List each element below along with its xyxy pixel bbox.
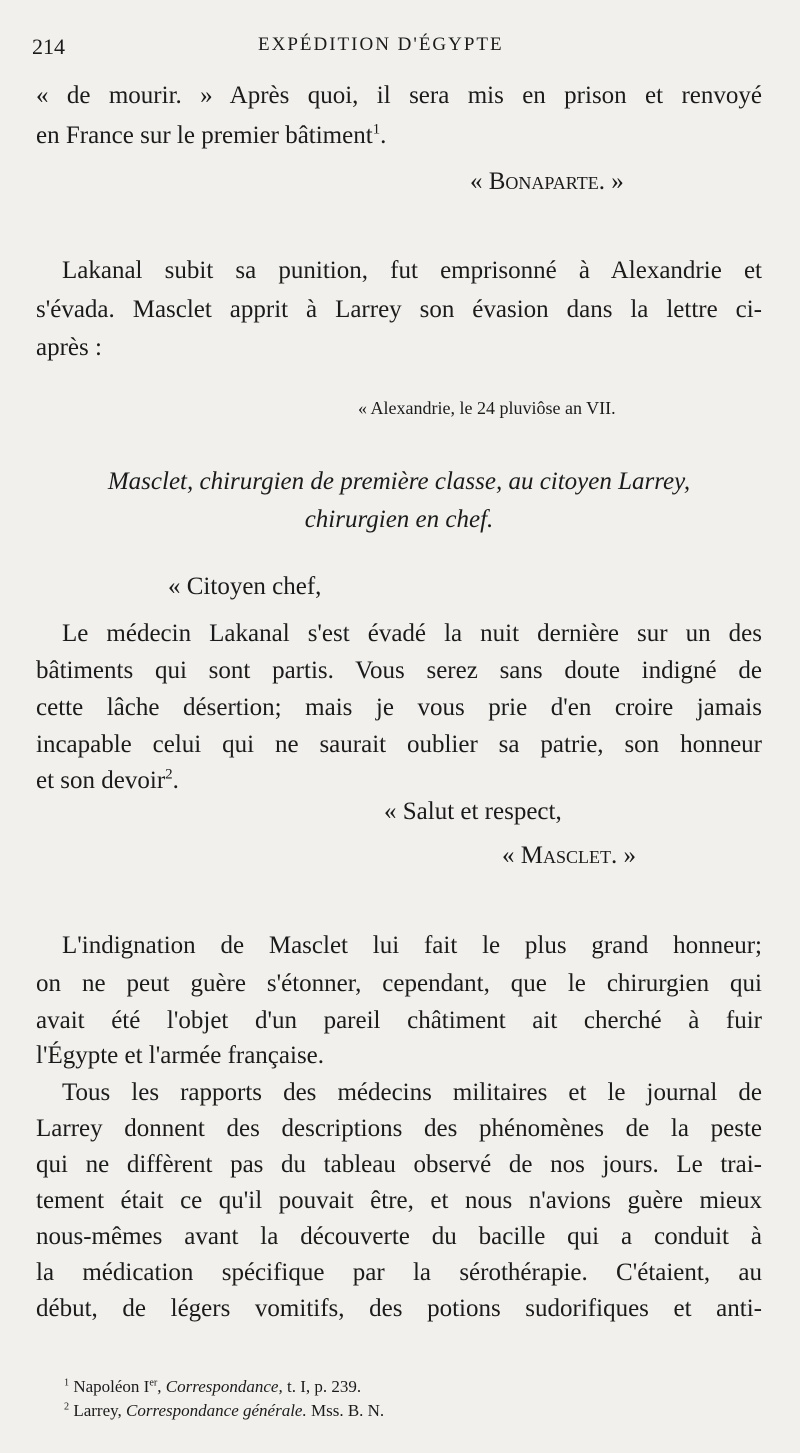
text-line: l'Égypte et l'armée française. (36, 1042, 325, 1069)
text-line: après : (36, 334, 102, 361)
text-line: avait été l'objet d'un pareil châtiment ait cherché à fuir (36, 1007, 762, 1034)
signature-masclet: « Masclet. » (502, 842, 636, 869)
text-line: cette lâche désertion; mais je vous prie d'en croire jamais (36, 694, 762, 721)
text-line: tement était ce qu'il pouvait être, et nous n'avions guère mieux (36, 1187, 762, 1214)
page-number: 214 (32, 34, 65, 59)
text-line: Larrey donnent des descriptions des phénomènes de la peste (36, 1115, 762, 1142)
text-line: bâtiments qui sont partis. Vous serez sans doute indigné de (36, 657, 762, 684)
letter-address: chirurgien en chef. (304, 506, 494, 533)
text-line: L'indignation de Masclet lui fait le plus grand honneur; (62, 932, 762, 959)
text-line: Lakanal subit sa punition, fut emprisonné à Alexandrie et (62, 257, 762, 284)
footnote: $^2$ Larrey, Correspondance générale. Mss. B. N. (64, 1401, 385, 1420)
dateline: « Alexandrie, le 24 pluviôse an VII. (358, 398, 616, 418)
text-line: début, de légers vomitifs, des potions sudorifiques et anti- (36, 1295, 762, 1322)
text-line: Le médecin Lakanal s'est évadé la nuit dernière sur un des (62, 620, 762, 647)
salutation: « Citoyen chef, (168, 573, 322, 600)
text-line: qui ne diffèrent pas du tableau observé de nos jours. Le trai- (36, 1151, 762, 1178)
text-line: on ne peut guère s'étonner, cependant, que le chirurgien qui (36, 970, 762, 997)
signature-bonaparte: « Bonaparte. » (470, 168, 624, 195)
closing: « Salut et respect, (384, 798, 562, 825)
running-title: EXPÉDITION D'ÉGYPTE (258, 34, 504, 55)
text-line: s'évada. Masclet apprit à Larrey son évasion dans la lettre ci- (36, 296, 762, 323)
text-line: et son devoir$^2$. (36, 766, 179, 794)
letter-address: Masclet, chirurgien de première classe, au citoyen Larrey, (107, 468, 691, 495)
text-line: incapable celui qui ne saurait oublier sa patrie, son honneur (36, 731, 762, 758)
text-line: en France sur le premier bâtiment$^1$. (36, 121, 387, 149)
footnote: $^1$ Napoléon Ier, Correspondance, t. I, p. 239. (64, 1377, 362, 1396)
text-line: la médication spécifique par la sérothérapie. C'étaient, au (36, 1259, 762, 1286)
footnote-ref: 2 (165, 766, 173, 783)
text-line: Tous les rapports des médecins militaires et le journal de (62, 1079, 762, 1106)
text-line: « de mourir. » Après quoi, il sera mis en prison et renvoyé (36, 82, 762, 109)
text-line: nous-mêmes avant la découverte du bacille qui a conduit à (36, 1223, 762, 1250)
footnote-ref: 1 (372, 121, 381, 138)
